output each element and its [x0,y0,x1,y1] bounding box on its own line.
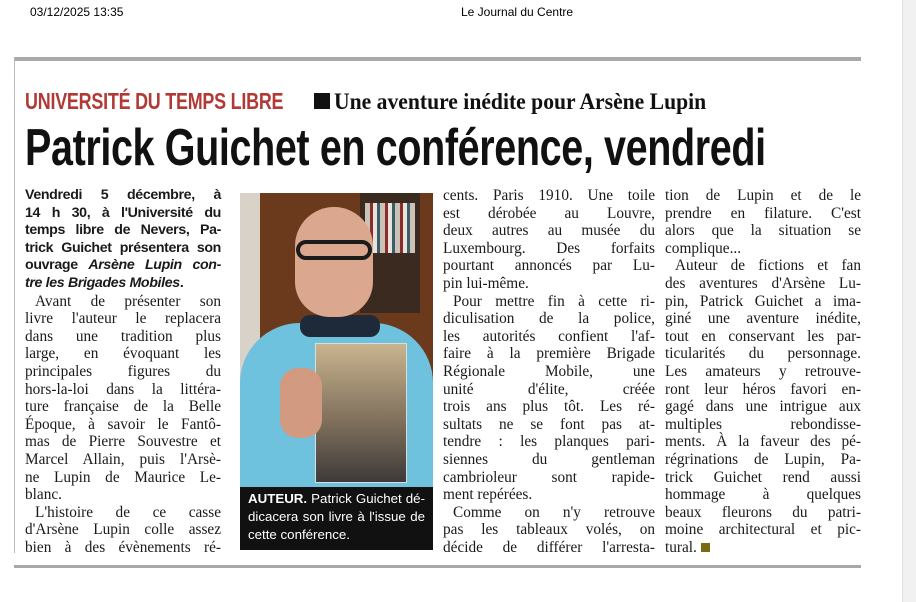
intro-line: temps libre de Nevers, Pa- [25,222,221,239]
intro-line: trick Guichet présentera son [25,239,221,256]
text-line [665,222,861,240]
line-text: faire à la première Brigade [443,345,655,363]
line-text: bien à des évènements ré- [25,538,221,556]
intro-text: . [179,274,184,291]
text-line [443,521,655,539]
intro-line: 14 h 30, à l'Université du [25,204,221,221]
line-text: prendre en filature. C'est [665,204,861,222]
text-line [665,293,861,311]
caption-text: Patrick Guichet dé- [307,491,425,506]
bottom-rule [14,565,861,568]
line-text: sultats ne se font pas at- [443,415,655,433]
text-line [443,310,655,328]
text-line [665,328,861,346]
headline: Patrick Guichet en conférence, vendredi [25,119,766,177]
text-line [443,451,655,469]
left-rule [14,57,15,553]
text-line [665,539,861,557]
text-line [25,469,221,487]
paragraph [443,504,655,557]
caption-line: dicacera son livre à l'issue de [248,509,425,524]
text-line [443,469,655,487]
line-text: tural. [665,538,697,556]
line-text: beaux fleurons du patri- [665,503,861,521]
line-text: décide de différer l'arresta- [443,538,655,556]
line-text: pin lui-même. [443,274,529,292]
text-line [665,187,861,205]
column-2 [443,187,655,556]
line-text: principales figures du [25,362,221,380]
paragraph [443,293,655,504]
line-text: des aventures d'Arsène Lu- [665,274,861,292]
text-line [25,381,221,399]
line-text: livre l'auteur le replacera [25,310,221,328]
line-text: d'Arsène Lupin colle assez [25,521,221,539]
line-text: large, en évoquant les [25,345,221,363]
line-text: siennes du gentleman [443,450,655,468]
line-text: ticularités du personnage. [665,345,861,363]
photo-book-cover [315,343,407,483]
line-text: régrinations de Lupin, Pa- [665,450,861,468]
body-text [25,293,221,557]
text-line [665,240,861,258]
kicker-subtitle: Une aventure inédite pour Arsène Lupin [334,89,707,114]
body-text [443,187,655,556]
text-line [665,257,861,275]
paragraph [25,504,221,557]
line-text: les autorités confient l'af- [443,327,655,345]
text-line [665,451,861,469]
line-text: ront leur héros favori en- [665,380,861,398]
line-text: pin, Patrick Guichet a ima- [665,292,861,310]
text-line [665,416,861,434]
photo-glasses [296,240,372,260]
kicker-section: UNIVERSITÉ DU TEMPS LIBRE [25,88,284,114]
text-line [443,363,655,381]
line-text: ments. À la faveur des pé- [665,433,861,451]
line-text: Les amateurs y retrouve- [665,362,861,380]
line-text: tendre : les planques pari- [443,433,655,451]
paragraph [665,257,861,556]
print-title: Le Journal du Centre [461,5,574,19]
text-line [443,381,655,399]
line-text: diculisation de la police, [443,310,655,328]
text-line [443,257,655,275]
line-text: pourtant annoncés par Lu- [443,257,655,275]
book-title-italic: tre les Brigades Mobiles [25,274,180,291]
text-line [443,504,655,522]
line-text: ture française de la Belle [25,398,221,416]
line-text: giné une aventure inédite, [665,310,861,328]
text-line [665,205,861,223]
text-line [25,504,221,522]
line-text: cambrioleur sont rapide- [443,468,655,486]
intro-line [25,257,221,275]
line-text: Marcel Allain, puis l'Arsè- [25,450,221,468]
line-text: ne Lupin de Maurice Le- [25,468,221,486]
text-line [25,345,221,363]
line-text: trick Guichet rend aussi [665,468,861,486]
text-line [665,469,861,487]
text-line [665,504,861,522]
text-line [25,433,221,451]
line-text: blanc. [25,486,62,504]
text-line [665,381,861,399]
kicker [25,88,730,115]
text-line [25,363,221,381]
text-line [665,398,861,416]
line-text: trois ans plus tôt. Les ré- [443,398,655,416]
text-line [665,486,861,504]
book-title-italic: Arsène Lupin con- [88,257,221,274]
line-text: alors que la situation se [665,222,861,240]
text-line [25,310,221,328]
line-text: complique... [665,239,742,257]
line-text: L'histoire de ce casse [35,503,221,521]
line-text: Luxembourg. Des forfaits [443,239,655,257]
text-line [443,275,655,293]
text-line [443,240,655,258]
text-line [25,416,221,434]
line-text: pas les tableaux volés, on [443,521,655,539]
square-bullet-icon [314,93,330,109]
text-line [25,328,221,346]
photo-head [295,207,373,317]
text-line [443,486,655,504]
caption-label: AUTEUR. [248,491,308,506]
text-line [25,486,221,504]
line-text: tout en conservant les par- [665,327,861,345]
paragraph [25,293,221,504]
line-text: Auteur de fictions et fan [675,257,861,275]
line-text: tion de Lupin et de le [665,187,861,204]
photo-caption [240,487,433,550]
line-text: Comme on n'y retrouve [453,503,655,521]
text-line [665,433,861,451]
text-line [25,521,221,539]
text-line [25,398,221,416]
text-line [443,187,655,205]
text-line [443,539,655,557]
paragraph [665,187,861,257]
text-line [665,275,861,293]
intro-paragraph [25,187,221,293]
caption-line [248,490,425,508]
line-text: cents. Paris 1910. Une toile [443,187,655,204]
text-line [443,293,655,311]
text-line [665,521,861,539]
intro-line [25,275,221,293]
intro-line: Vendredi 5 décembre, à [25,187,221,203]
text-line [665,363,861,381]
line-text: Avant de présenter son [35,292,221,310]
author-photo [240,193,433,487]
line-text: est dérobée au Louvre, [443,204,655,222]
body-text [665,187,861,556]
caption-line: cette conférence. [248,527,351,542]
intro-text: ouvrage [25,257,89,274]
line-text: multiples rebondisse- [665,415,861,433]
line-text: hommage à quelques [665,486,861,504]
text-line [443,433,655,451]
line-text: moine architectural et pic- [665,521,861,539]
text-line [25,451,221,469]
line-text: unité d'élite, créée [443,380,655,398]
top-rule [14,57,861,61]
line-text: ment repérées. [443,486,533,504]
paragraph [443,187,655,293]
text-line [25,293,221,311]
photo-hand [280,368,322,438]
print-date: 03/12/2025 13:35 [30,5,124,19]
column-3 [665,187,861,556]
line-text: Régionale Mobile, une [443,362,655,380]
line-text: dans une tradition plus [25,327,221,345]
line-text: Époque, à savoir le Fantô- [25,415,221,433]
end-of-article-icon [701,543,710,552]
text-line [443,222,655,240]
line-text: mas de Pierre Souvestre et [25,433,221,451]
text-line [443,345,655,363]
line-text: gagé dans une intrigue aux [665,398,861,416]
text-line [25,539,221,557]
photo-collar [300,315,380,337]
line-text: Pour mettre fin à cette ri- [453,292,655,310]
text-line [443,328,655,346]
text-line [443,205,655,223]
text-line [665,345,861,363]
line-text: hors-la-loi dans la littéra- [25,380,221,398]
column-1 [25,187,221,556]
scrollbar[interactable] [902,0,916,602]
line-text: deux autres au musée du [443,222,655,240]
text-line [443,416,655,434]
text-line [443,398,655,416]
text-line [665,310,861,328]
